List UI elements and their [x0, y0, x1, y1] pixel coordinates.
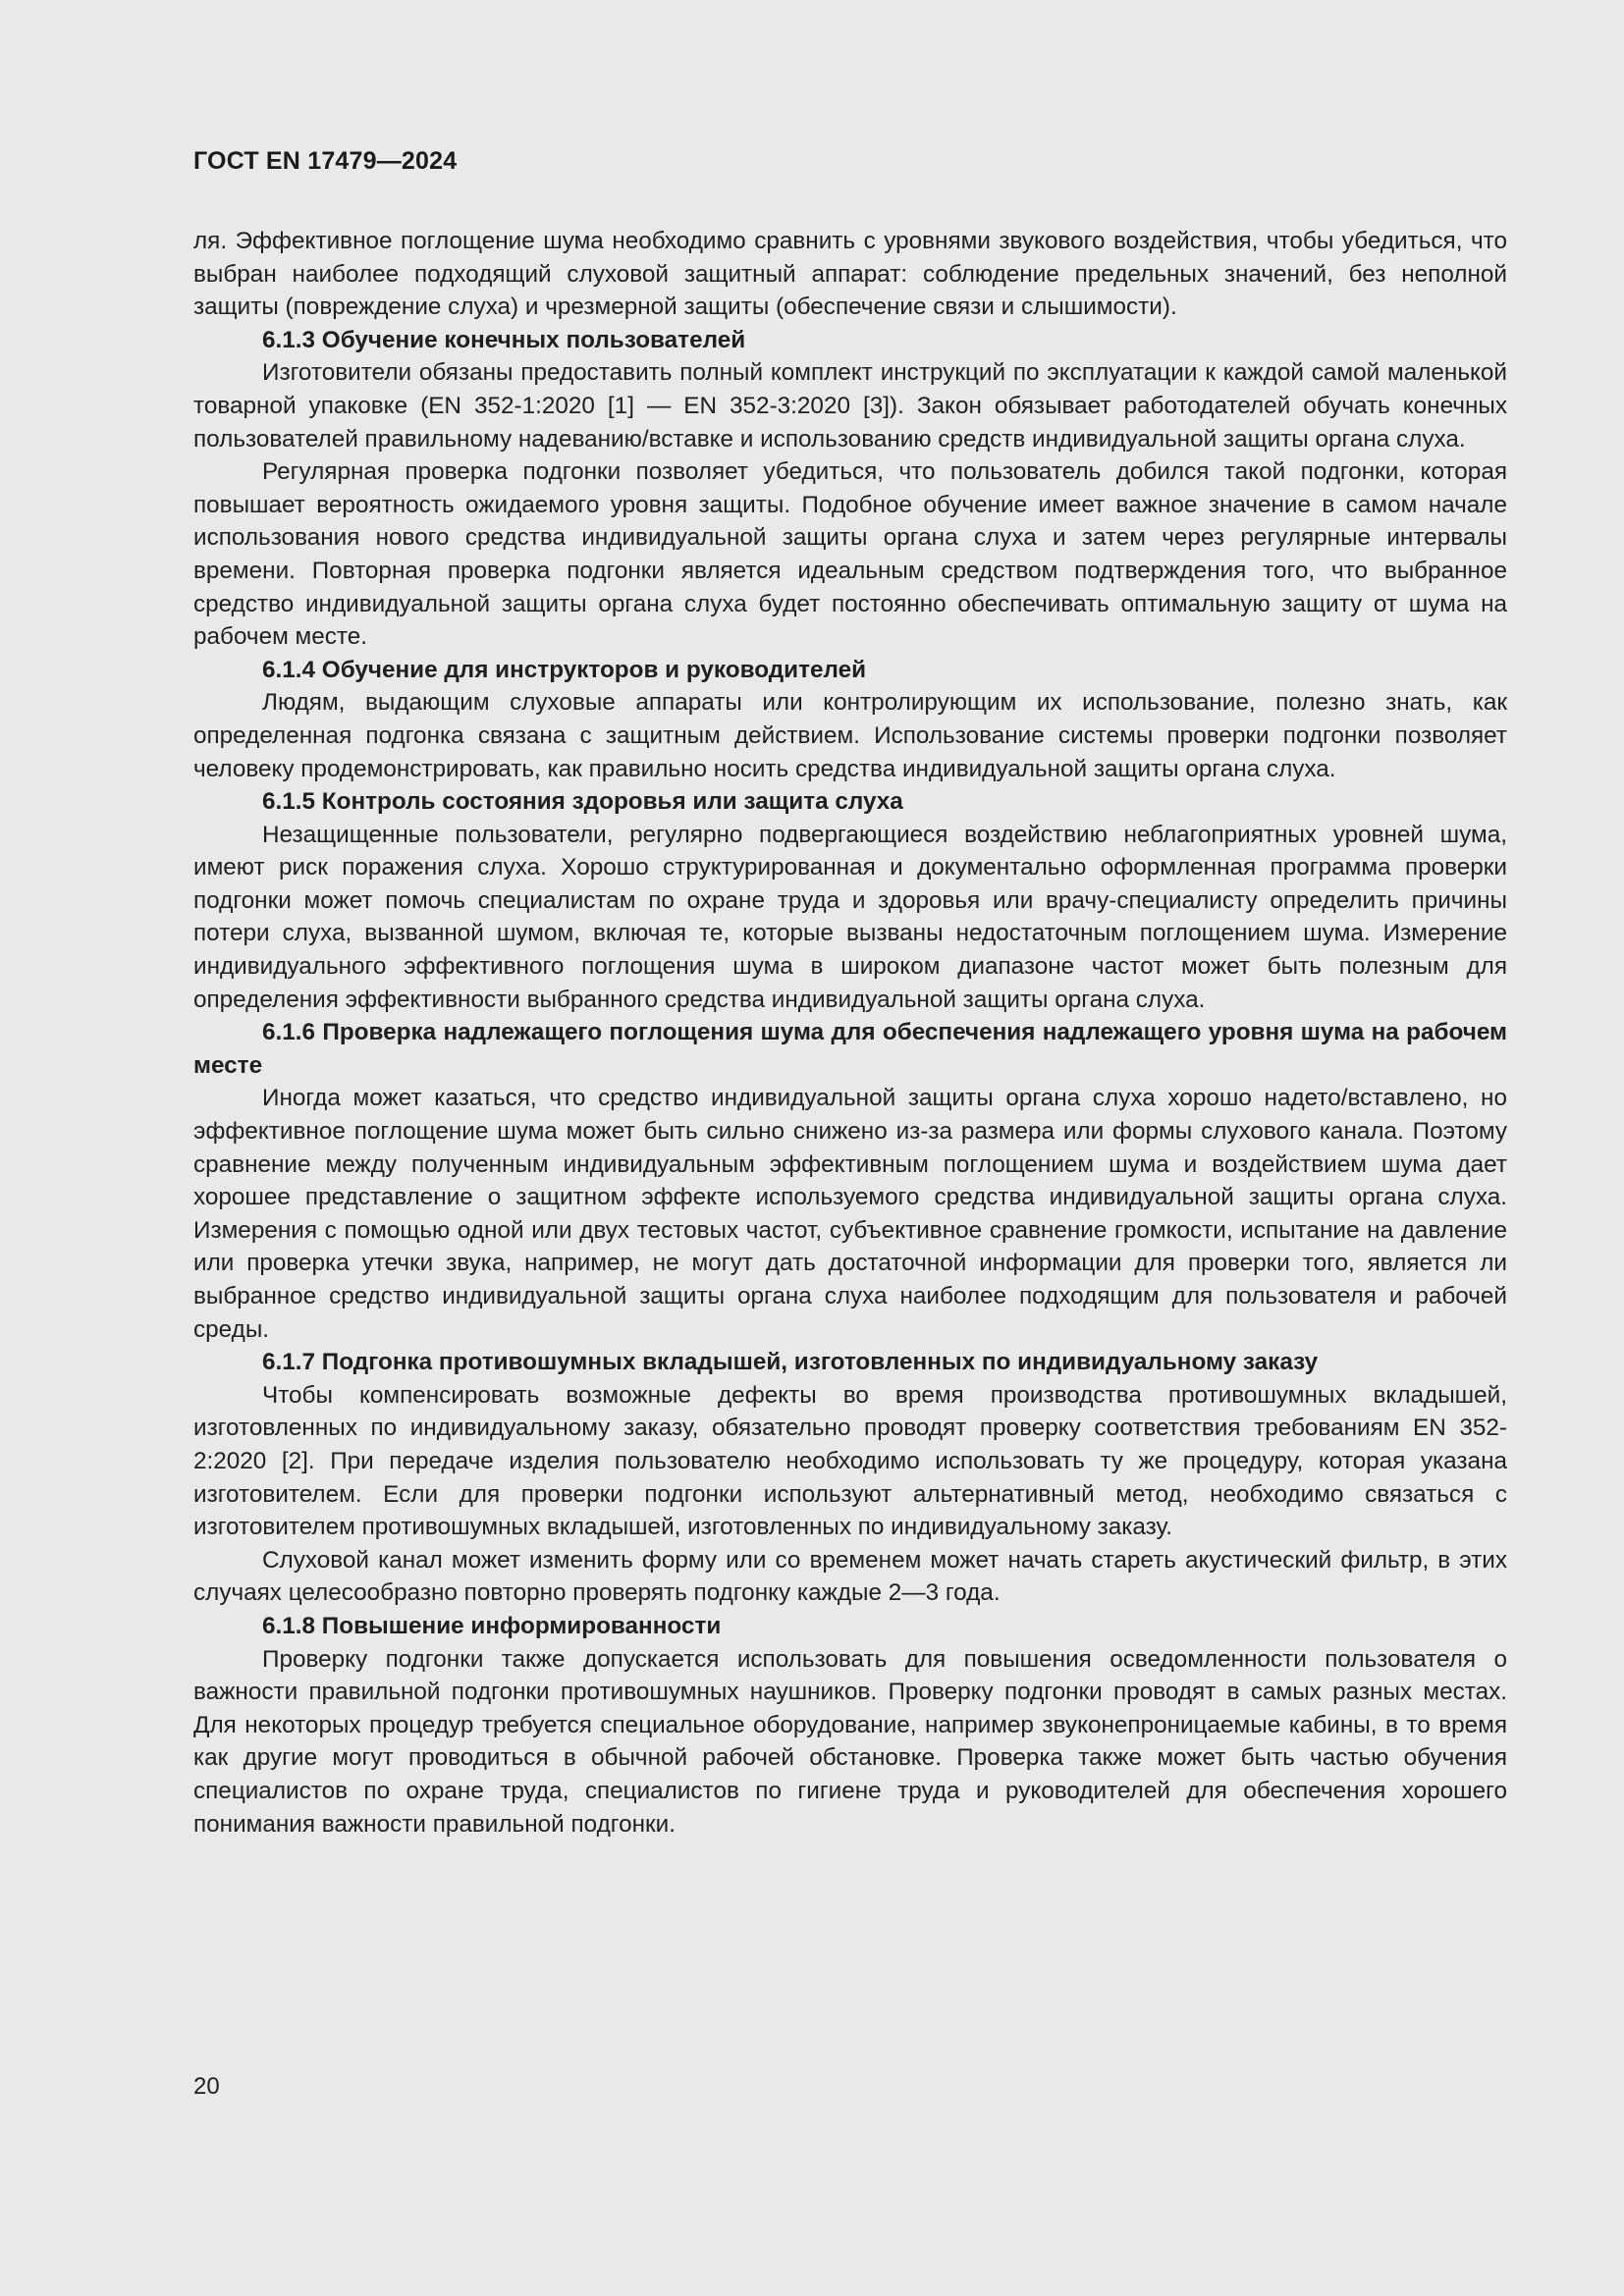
section-heading-6-1-6: 6.1.6 Проверка надлежащего поглощения шума для обеспечения надлежащего уровня шума на рабочем месте	[193, 1019, 1507, 1079]
paragraph: Людям, выдающим слуховые аппараты или контролирующим их использование, полезно знать, как определенная подгонка связана с защитным действием. Использование системы проверки подгонки позволяет человеку продемонстрировать, как правильно носить средства индивидуальной защиты органа слуха.	[193, 689, 1507, 782]
paragraph: Регулярная проверка подгонки позволяет убедиться, что пользователь добился такой подгонки, которая повышает вероятность ожидаемого уровня защиты. Подобное обучение имеет важное значение в самом начале использования нового средства индивидуальной защиты органа слуха и затем через регулярные интервалы времени. Повторная проверка подгонки является идеальным средством подтверждения того, что выбранное средство индивидуальной защиты органа слуха будет постоянно обеспечивать оптимальную защиту от шума на рабочем месте.	[193, 458, 1507, 651]
paragraph: Проверку подгонки также допускается использовать для повышения осведомленности пользователя о важности правильной подгонки противошумных наушников. Проверку подгонки проводят в самых разных местах. Для некоторых процедур требуется специальное оборудование, например звуконепроницаемые кабины, в то время как другие могут проводиться в обычной рабочей обстановке. Проверка также может быть частью обучения специалистов по охране труда, специалистов по гигиене труда и руководителей для обеспечения хорошего понимания важности правильной подгонки.	[193, 1645, 1507, 1838]
page-number: 20	[193, 2073, 220, 2100]
paragraph: Иногда может казаться, что средство индивидуальной защиты органа слуха хорошо надето/вставлено, но эффективное поглощение шума может быть сильно снижено из-за размера или формы слухового канала. Поэтому сравнение между полученным индивидуальным эффективным поглощением шума и воздействием шума дает хорошее представление о защитном эффекте используемого средства индивидуальной защиты органа слуха. Измерения с помощью одной или двух тестовых частот, субъективное сравнение громкости, испытание на давление или проверка утечки звука, например, не могут дать достаточной информации для проверки того, является ли выбранное средство индивидуальной защиты органа слуха наиболее подходящим для пользователя и рабочей среды.	[193, 1085, 1507, 1343]
section-heading-6-1-4: 6.1.4 Обучение для инструкторов и руководителей	[262, 656, 867, 683]
paragraph: Изготовители обязаны предоставить полный комплект инструкций по эксплуатации к каждой самой маленькой товарной упаковке (EN 352-1:2020 [1] — EN 352-3:2020 [3]). Закон обязывает работодателей обучать конечных пользователей правильному надеванию/вставке и использованию средств индивидуальной защиты органа слуха.	[193, 359, 1507, 453]
paragraph: Незащищенные пользователи, регулярно подвергающиеся воздействию неблагоприятных уровней шума, имеют риск поражения слуха. Хорошо структурированная и документально оформленная программа проверки подгонки может помочь специалистам по охране труда и здоровья или врачу-специалисту определить причины потери слуха, вызванной шумом, включая те, которые вызваны недостаточным поглощением шума. Измерение индивидуального эффективного поглощения шума в широком диапазоне частот может быть полезным для определения эффективности выбранного средства индивидуальной защиты органа слуха.	[193, 821, 1507, 1013]
section-heading-6-1-7: 6.1.7 Подгонка противошумных вкладышей, изготовленных по индивидуальному заказу	[262, 1349, 1319, 1376]
section-heading-6-1-3: 6.1.3 Обучение конечных пользователей	[262, 326, 746, 353]
paragraph: Чтобы компенсировать возможные дефекты во время производства противошумных вкладышей, изготовленных по индивидуальному заказу, обязательно проводят проверку соответствия требованиям EN 352-2:2020 [2]. При передаче изделия пользователю необходимо использовать ту же процедуру, которая указана изготовителем. Если для проверки подгонки используют альтернативный метод, необходимо связаться с изготовителем противошумных вкладышей, изготовленных по индивидуальному заказу.	[193, 1381, 1507, 1541]
section-heading-6-1-8: 6.1.8 Повышение информированности	[262, 1612, 722, 1639]
paragraph-continuation: ля. Эффективное поглощение шума необходимо сравнить с уровнями звукового воздействия, чтобы убедиться, что выбран наиболее подходящий слуховой защитный аппарат: соблюдение предельных значений, без неполной защиты (повреждение слуха) и чрезмерной защиты (обеспечение связи и слышимости).	[193, 228, 1507, 321]
section-heading-6-1-5: 6.1.5 Контроль состояния здоровья или защита слуха	[262, 788, 903, 816]
standard-header: ГОСТ EN 17479—2024	[193, 147, 458, 175]
document-body	[193, 225, 1507, 1841]
paragraph: Слуховой канал может изменить форму или со временем может начать стареть акустический фильтр, в этих случаях целесообразно повторно проверять подгонку каждые 2—3 года.	[193, 1546, 1507, 1607]
